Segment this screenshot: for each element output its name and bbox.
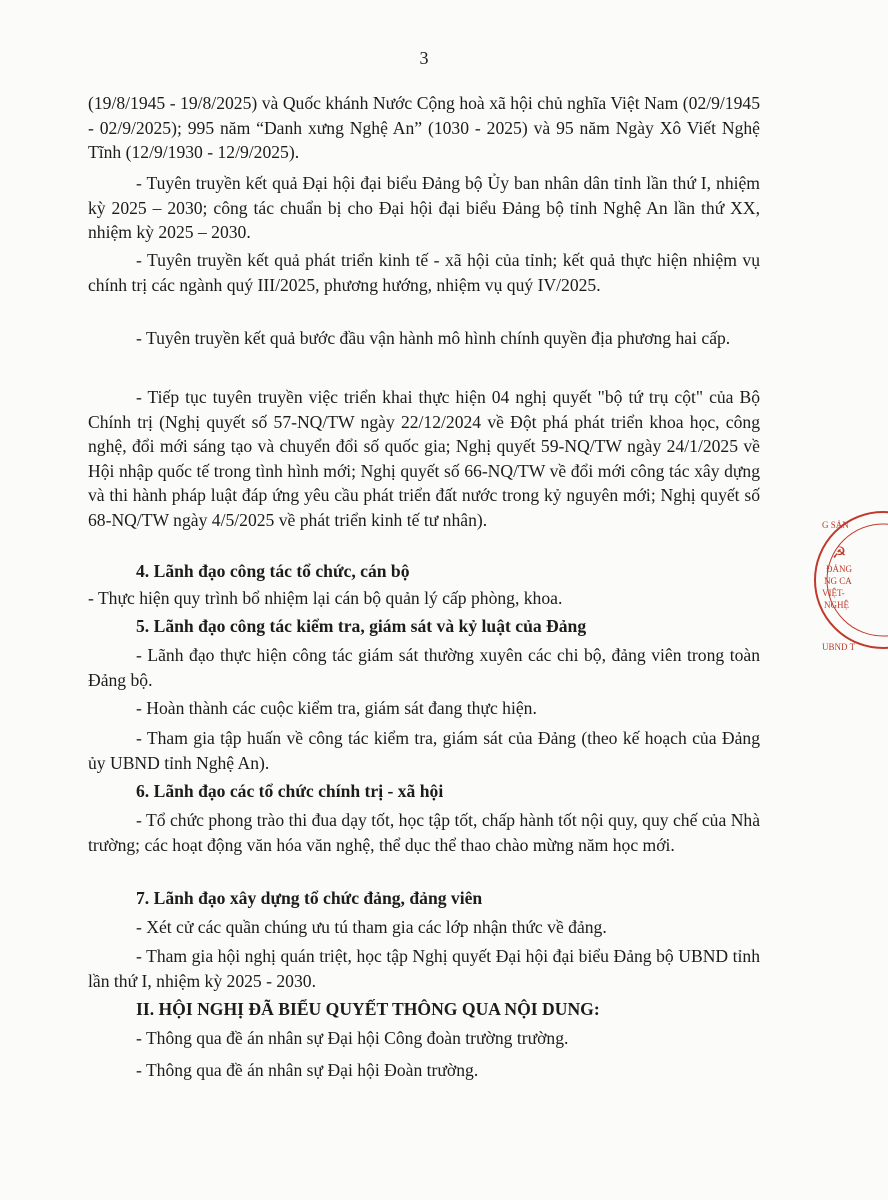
red-stamp — [808, 500, 888, 665]
svg-text:VIỆT-: VIỆT- — [822, 588, 845, 598]
paragraph-intro-continued: (19/8/1945 - 19/8/2025) và Quốc khánh Nước Cộng hoà xã hội chủ nghĩa Việt Nam (02/9/1945 - 02/9/2025); 995 năm “Danh xưng Nghệ An” (1030 - 2025) và 95 năm Ngày Xô Viết Nghệ Tĩnh (12/9/1930 - 12/9/2025). — [88, 93, 760, 162]
paragraph-propaganda-local-government: - Tuyên truyền kết quả bước đầu vận hành mô hình chính quyền địa phương hai cấp. — [136, 328, 731, 348]
paragraph-youth-union: - Thông qua đề án nhân sự Đại hội Đoàn trường. — [136, 1060, 479, 1080]
paragraph-propaganda-congress: - Tuyên truyền kết quả Đại hội đại biểu Đảng bộ Ủy ban nhân dân tỉnh lần thứ I, nhiệm kỳ 2025 – 2030; công tác chuẩn bị cho Đại hội đại biểu Đảng bộ tỉnh Nghệ An lần thứ XX, nhiệm kỳ 2025 – 2030. — [88, 173, 760, 242]
paragraph-reappointment: - Thực hiện quy trình bổ nhiệm lại cán bộ quản lý cấp phòng, khoa. — [88, 588, 563, 608]
page-number: 3 — [419, 48, 429, 68]
heading-section-5: 5. Lãnh đạo công tác kiểm tra, giám sát và kỷ luật của Đảng — [136, 616, 587, 636]
heading-part-2: II. HỘI NGHỊ ĐÃ BIỂU QUYẾT THÔNG QUA NỘI DUNG: — [136, 999, 600, 1019]
paragraph-propaganda-economy: - Tuyên truyền kết quả phát triển kinh tế - xã hội của tỉnh; kết quả thực hiện nhiệm vụ chính trị các ngành quý III/2025, phương hướng, nhiệm vụ quý IV/2025. — [88, 250, 760, 295]
svg-text:G SẢN: G SẢN — [822, 520, 849, 530]
heading-section-4: 4. Lãnh đạo công tác tổ chức, cán bộ — [136, 561, 410, 581]
paragraph-trade-union: - Thông qua đề án nhân sự Đại hội Công đoàn trường trường. — [136, 1028, 569, 1048]
paragraph-resolutions: - Tiếp tục tuyên truyền việc triển khai thực hiện 04 nghị quyết "bộ tứ trụ cột" của Bộ Chính trị (Nghị quyết số 57-NQ/TW ngày 22/12/2024 về Đột phá phát triển khoa học, công nghệ, đổi mới sáng tạo và chuyển đổi số quốc gia; Nghị quyết 59-NQ/TW ngày 24/1/2025 về Hội nhập quốc tế trong tình hình mới; Nghị quyết số 66-NQ/TW về đổi mới công tác xây dựng và thi hành pháp luật đáp ứng yêu cầu phát triển đất nước trong kỷ nguyên mới; Nghị quyết số 68-NQ/TW ngày 4/5/2025 về phát triển kinh tế tư nhân). — [88, 387, 760, 530]
svg-text:UBND T: UBND T — [822, 642, 856, 652]
paragraph-supervision: - Lãnh đạo thực hiện công tác giám sát thường xuyên các chi bộ, đảng viên trong toàn Đảng bộ. — [88, 645, 760, 690]
paragraph-conference: - Tham gia hội nghị quán triệt, học tập Nghị quyết Đại hội đại biểu Đảng bộ UBND tỉnh lần thứ I, nhiệm kỳ 2025 - 2030. — [88, 946, 760, 991]
paragraph-training: - Tham gia tập huấn về công tác kiểm tra, giám sát của Đảng (theo kế hoạch của Đảng ủy UBND tỉnh Nghệ An). — [88, 728, 760, 773]
svg-text:NG CA: NG CA — [824, 576, 852, 586]
svg-text:☭: ☭ — [832, 545, 847, 562]
heading-section-7: 7. Lãnh đạo xây dựng tổ chức đảng, đảng viên — [136, 888, 483, 908]
svg-text:NGHỆ: NGHỆ — [824, 600, 849, 610]
paragraph-candidates: - Xét cử các quần chúng ưu tú tham gia các lớp nhận thức về đảng. — [136, 917, 607, 937]
heading-section-6: 6. Lãnh đạo các tổ chức chính trị - xã hội — [136, 781, 444, 801]
paragraph-emulation: - Tổ chức phong trào thi đua dạy tốt, học tập tốt, chấp hành tốt nội quy, quy chế của Nhà trường; các hoạt động văn hóa văn nghệ, thể dục thể thao chào mừng năm học mới. — [88, 810, 760, 855]
paragraph-inspections: - Hoàn thành các cuộc kiểm tra, giám sát đang thực hiện. — [136, 698, 537, 718]
svg-text:ĐẢNG: ĐẢNG — [826, 564, 852, 574]
